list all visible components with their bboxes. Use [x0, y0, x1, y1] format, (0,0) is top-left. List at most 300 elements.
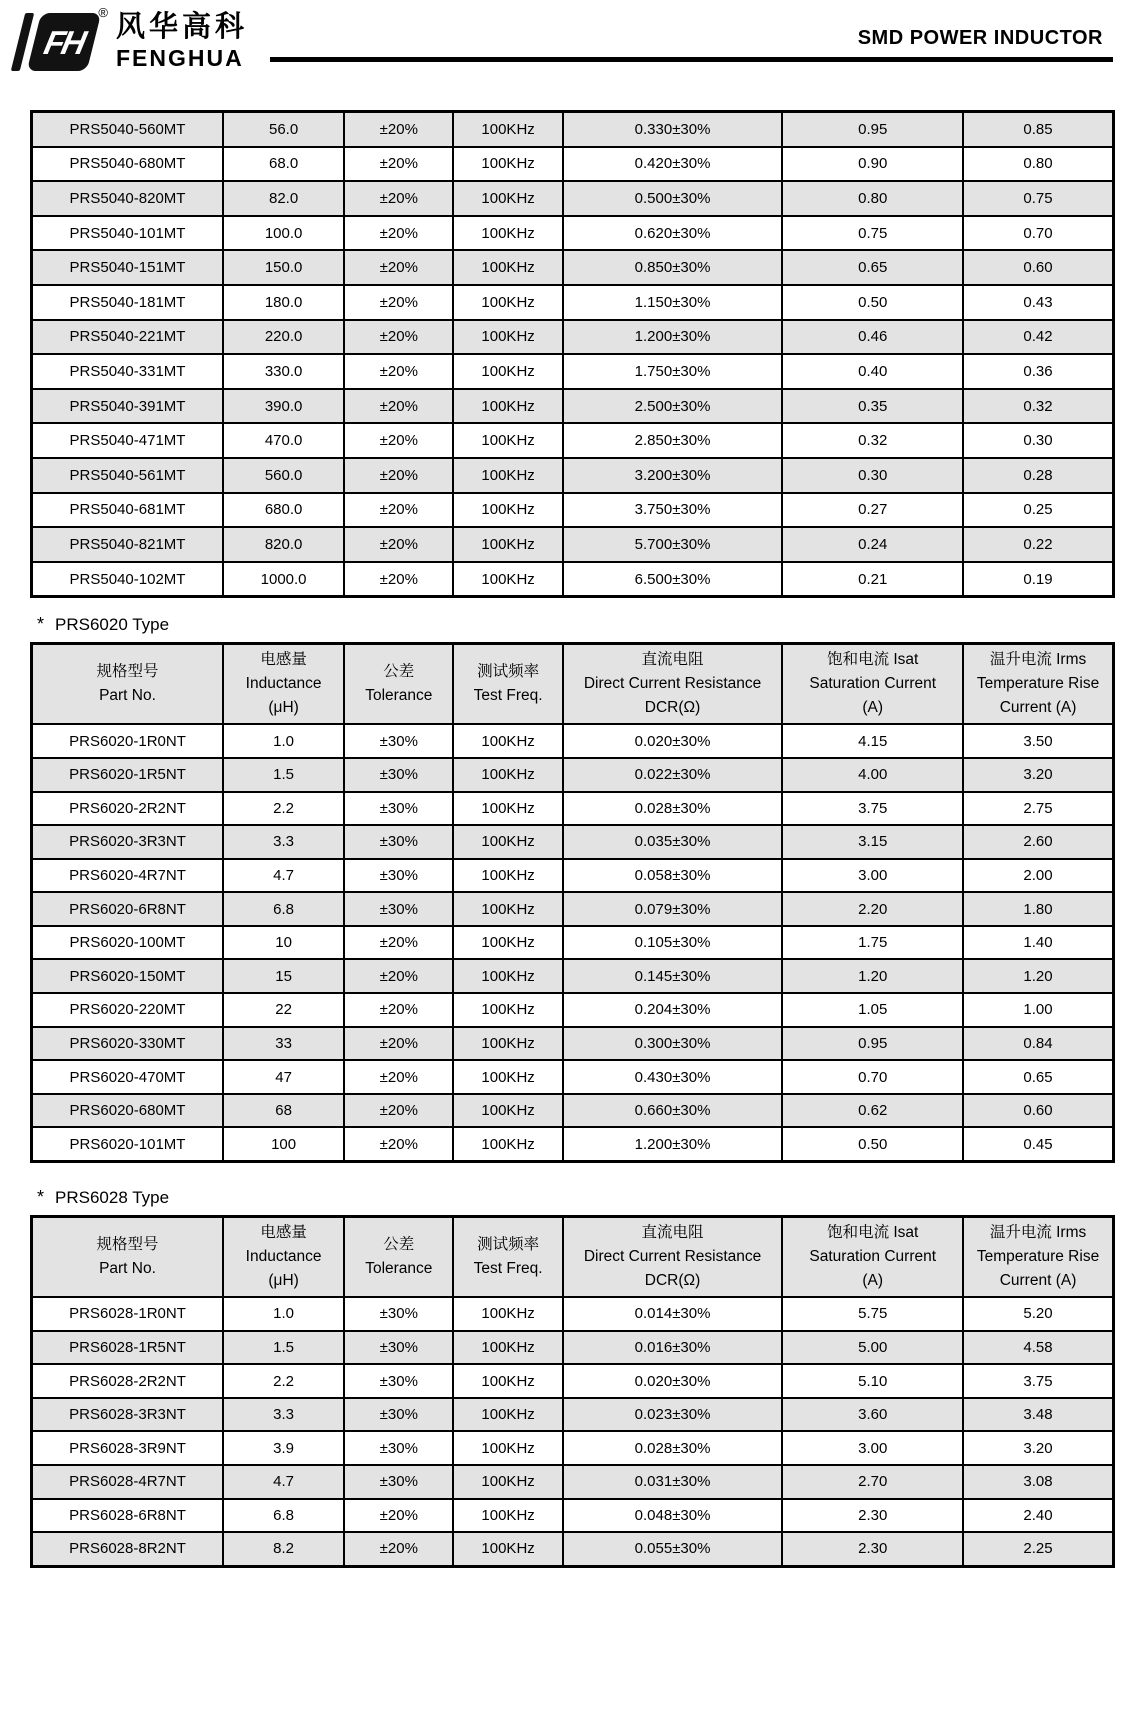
column-header-dcr — [563, 1217, 783, 1298]
table-cell: 0.95 — [782, 112, 963, 147]
table-cell: 0.21 — [782, 562, 963, 597]
table-row — [32, 959, 1114, 993]
table-cell: 100KHz — [453, 792, 562, 826]
part-number-cell: PRS5040-821MT — [32, 527, 224, 562]
column-header-inductance — [223, 1217, 344, 1298]
table-cell: ±30% — [344, 1297, 453, 1331]
header-line: Tolerance — [365, 1260, 433, 1278]
table-row — [32, 1465, 1114, 1499]
header-line: 测试频率 — [477, 663, 540, 681]
header-line: 饱和电流 Isat — [827, 651, 919, 669]
header-line: Current (A) — [999, 1272, 1077, 1290]
heading-asterisk: * — [37, 1187, 45, 1208]
table-cell: 2.30 — [782, 1499, 963, 1533]
table-cell: 2.850±30% — [563, 423, 783, 458]
table-cell: 3.3 — [223, 1398, 344, 1432]
part-number-cell: PRS5040-151MT — [32, 250, 224, 285]
table-cell: 4.7 — [223, 859, 344, 893]
table-cell: 100KHz — [453, 825, 562, 859]
table-cell: 4.00 — [782, 758, 963, 792]
table-cell: 5.00 — [782, 1331, 963, 1365]
table-cell: 5.20 — [963, 1297, 1113, 1331]
header-line: 规格型号 — [96, 663, 159, 681]
header-rule — [270, 57, 1113, 62]
column-header-part-no — [32, 644, 224, 725]
part-number-cell: PRS5040-561MT — [32, 458, 224, 493]
table-cell: 1.5 — [223, 758, 344, 792]
part-number-cell: PRS5040-102MT — [32, 562, 224, 597]
table-row — [32, 250, 1114, 285]
part-number-cell: PRS6028-6R8NT — [32, 1499, 224, 1533]
table-cell: 100KHz — [453, 354, 562, 389]
part-number-cell: PRS6020-330MT — [32, 1027, 224, 1061]
table-row — [32, 216, 1114, 251]
table-cell: 82.0 — [223, 181, 344, 216]
column-header-test-freq — [453, 1217, 562, 1298]
table-row — [32, 458, 1114, 493]
table-cell: 3.20 — [963, 758, 1113, 792]
header-line: Temperature Rise — [976, 1248, 1100, 1266]
part-number-cell: PRS6020-1R0NT — [32, 724, 224, 758]
table-cell: 100KHz — [453, 892, 562, 926]
table-cell: 22 — [223, 993, 344, 1027]
table-cell: 8.2 — [223, 1532, 344, 1566]
table-cell: 2.20 — [782, 892, 963, 926]
table-cell: 0.75 — [963, 181, 1113, 216]
table-cell: 0.031±30% — [563, 1465, 783, 1499]
table-cell: 100KHz — [453, 1532, 562, 1566]
content — [30, 110, 1115, 1568]
table-row — [32, 389, 1114, 424]
table-cell: ±20% — [344, 562, 453, 597]
part-number-cell: PRS5040-680MT — [32, 147, 224, 182]
table-cell: 0.40 — [782, 354, 963, 389]
brand — [14, 5, 249, 74]
table-cell: 0.65 — [963, 1060, 1113, 1094]
table-row — [32, 1431, 1114, 1465]
table-cell: 1.5 — [223, 1331, 344, 1365]
part-number-cell: PRS6028-4R7NT — [32, 1465, 224, 1499]
table-cell: 2.500±30% — [563, 389, 783, 424]
table-cell: 0.46 — [782, 320, 963, 355]
table-cell: 100KHz — [453, 423, 562, 458]
table-cell: 1.750±30% — [563, 354, 783, 389]
column-header-isat — [782, 644, 963, 725]
table-cell: ±20% — [344, 1532, 453, 1566]
table-row — [32, 758, 1114, 792]
table-cell: 2.75 — [963, 792, 1113, 826]
spec-table-prs6028 — [30, 1215, 1115, 1568]
table-row — [32, 1060, 1114, 1094]
table-row — [32, 1127, 1114, 1161]
part-number-cell: PRS5040-471MT — [32, 423, 224, 458]
header-line: Direct Current Resistance — [583, 1248, 762, 1266]
table-cell: 3.60 — [782, 1398, 963, 1432]
table-cell: 0.204±30% — [563, 993, 783, 1027]
table-cell: 0.27 — [782, 493, 963, 528]
header-line: Part No. — [99, 687, 156, 705]
table-cell: 2.00 — [963, 859, 1113, 893]
table-cell: 0.020±30% — [563, 1364, 783, 1398]
table-cell: ±30% — [344, 724, 453, 758]
header-line: 温升电流 Irms — [989, 651, 1087, 669]
table-cell: 1.20 — [782, 959, 963, 993]
table-cell: 68 — [223, 1094, 344, 1128]
table-cell: 0.420±30% — [563, 147, 783, 182]
table-cell: 5.10 — [782, 1364, 963, 1398]
table-cell: 1.0 — [223, 724, 344, 758]
table-cell: 100KHz — [453, 285, 562, 320]
part-number-cell: PRS6020-1R5NT — [32, 758, 224, 792]
table-cell: 0.079±30% — [563, 892, 783, 926]
table-row — [32, 1364, 1114, 1398]
header-line: Saturation Current — [809, 1248, 937, 1266]
table-cell: 100KHz — [453, 1499, 562, 1533]
table-cell: 0.028±30% — [563, 1431, 783, 1465]
table-cell: 0.70 — [963, 216, 1113, 251]
table-cell: 150.0 — [223, 250, 344, 285]
table-cell: ±30% — [344, 1364, 453, 1398]
table-cell: 680.0 — [223, 493, 344, 528]
part-number-cell: PRS6020-150MT — [32, 959, 224, 993]
table-cell: 100KHz — [453, 859, 562, 893]
table-row — [32, 993, 1114, 1027]
header-line: (A) — [862, 1272, 884, 1290]
table-cell: 100KHz — [453, 147, 562, 182]
table-cell: 100KHz — [453, 1027, 562, 1061]
table-cell: ±20% — [344, 423, 453, 458]
part-number-cell: PRS6028-3R3NT — [32, 1398, 224, 1432]
table-cell: 100KHz — [453, 389, 562, 424]
header-line: 电感量 — [260, 1224, 307, 1242]
heading-asterisk: * — [37, 614, 45, 635]
table-cell: ±30% — [344, 758, 453, 792]
table-cell: 100KHz — [453, 112, 562, 147]
table-cell: 2.70 — [782, 1465, 963, 1499]
table-cell: 0.660±30% — [563, 1094, 783, 1128]
table-cell: 100KHz — [453, 458, 562, 493]
table-row — [32, 1499, 1114, 1533]
part-number-cell: PRS5040-560MT — [32, 112, 224, 147]
table-row — [32, 354, 1114, 389]
column-header-dcr — [563, 644, 783, 725]
doc-title: SMD POWER INDUCTOR — [857, 27, 1103, 49]
table-cell: 0.50 — [782, 285, 963, 320]
table-cell: 220.0 — [223, 320, 344, 355]
table-cell: ±20% — [344, 354, 453, 389]
table-row — [32, 181, 1114, 216]
table-cell: 100KHz — [453, 216, 562, 251]
table-cell: 1.150±30% — [563, 285, 783, 320]
table-cell: 4.7 — [223, 1465, 344, 1499]
table-cell: 820.0 — [223, 527, 344, 562]
table-cell: 0.014±30% — [563, 1297, 783, 1331]
table-cell: 0.50 — [782, 1127, 963, 1161]
table-cell: 3.08 — [963, 1465, 1113, 1499]
part-number-cell: PRS5040-391MT — [32, 389, 224, 424]
table-cell: 1.00 — [963, 993, 1113, 1027]
table-cell: 2.60 — [963, 825, 1113, 859]
table-cell: 0.43 — [963, 285, 1113, 320]
table-cell: 100KHz — [453, 1094, 562, 1128]
part-number-cell: PRS5040-181MT — [32, 285, 224, 320]
table-cell: ±30% — [344, 1431, 453, 1465]
table-cell: 0.28 — [963, 458, 1113, 493]
part-number-cell: PRS5040-101MT — [32, 216, 224, 251]
table-cell: 470.0 — [223, 423, 344, 458]
table-cell: 0.430±30% — [563, 1060, 783, 1094]
table-cell: 560.0 — [223, 458, 344, 493]
table-cell: 0.75 — [782, 216, 963, 251]
table-cell: 33 — [223, 1027, 344, 1061]
table-cell: 100 — [223, 1127, 344, 1161]
table-cell: ±30% — [344, 892, 453, 926]
table-cell: 1.40 — [963, 926, 1113, 960]
brand-names — [116, 8, 248, 71]
part-number-cell: PRS6020-680MT — [32, 1094, 224, 1128]
table-cell: 0.35 — [782, 389, 963, 424]
table-row — [32, 1331, 1114, 1365]
header-line: Temperature Rise — [976, 675, 1100, 693]
table-cell: 0.058±30% — [563, 859, 783, 893]
column-header-row — [32, 644, 1114, 725]
table-cell: ±20% — [344, 959, 453, 993]
header-line: 公差 — [383, 1236, 415, 1254]
table-cell: 6.8 — [223, 892, 344, 926]
table-cell: 100KHz — [453, 1364, 562, 1398]
table-cell: 0.24 — [782, 527, 963, 562]
table-cell: 0.36 — [963, 354, 1113, 389]
table-cell: 100KHz — [453, 493, 562, 528]
header-line: Current (A) — [999, 699, 1077, 717]
table-cell: 0.32 — [963, 389, 1113, 424]
table-cell: 1000.0 — [223, 562, 344, 597]
header-line: 温升电流 Irms — [989, 1224, 1087, 1242]
table-row — [32, 926, 1114, 960]
table-cell: 0.620±30% — [563, 216, 783, 251]
table-cell: ±20% — [344, 216, 453, 251]
table-cell: 1.200±30% — [563, 1127, 783, 1161]
table-cell: 3.00 — [782, 1431, 963, 1465]
table-cell: 100KHz — [453, 1398, 562, 1432]
table-cell: ±20% — [344, 112, 453, 147]
table-cell: ±30% — [344, 859, 453, 893]
table-cell: 6.8 — [223, 1499, 344, 1533]
table-row — [32, 1094, 1114, 1128]
header-line: Tolerance — [365, 687, 433, 705]
table-row — [32, 724, 1114, 758]
table-cell: 100KHz — [453, 926, 562, 960]
table-cell: 100KHz — [453, 724, 562, 758]
table-cell: 3.48 — [963, 1398, 1113, 1432]
table-cell: 2.40 — [963, 1499, 1113, 1533]
table-cell: ±20% — [344, 389, 453, 424]
table-cell: 6.500±30% — [563, 562, 783, 597]
heading-label: PRS6020 Type — [55, 615, 170, 635]
header-line: (A) — [862, 699, 884, 717]
table-cell: 0.32 — [782, 423, 963, 458]
table-cell: 3.15 — [782, 825, 963, 859]
table-cell: 1.200±30% — [563, 320, 783, 355]
table-cell: 0.80 — [782, 181, 963, 216]
header-line: (μH) — [268, 1272, 299, 1290]
table-cell: 0.85 — [963, 112, 1113, 147]
table-cell: ±30% — [344, 1465, 453, 1499]
part-number-cell: PRS6020-220MT — [32, 993, 224, 1027]
table-row — [32, 147, 1114, 182]
table-cell: 10 — [223, 926, 344, 960]
table-cell: ±20% — [344, 250, 453, 285]
table-cell: 0.035±30% — [563, 825, 783, 859]
part-number-cell: PRS6020-100MT — [32, 926, 224, 960]
section-prs5040 — [30, 110, 1115, 598]
table-cell: 0.80 — [963, 147, 1113, 182]
table-cell: ±20% — [344, 147, 453, 182]
table-cell: 0.45 — [963, 1127, 1113, 1161]
table-cell: 2.2 — [223, 1364, 344, 1398]
table-cell: 100KHz — [453, 1297, 562, 1331]
table-row — [32, 792, 1114, 826]
part-number-cell: PRS5040-331MT — [32, 354, 224, 389]
part-number-cell: PRS5040-681MT — [32, 493, 224, 528]
part-number-cell: PRS6020-101MT — [32, 1127, 224, 1161]
table-cell: 100KHz — [453, 1060, 562, 1094]
table-cell: 0.500±30% — [563, 181, 783, 216]
table-row — [32, 112, 1114, 147]
table-row — [32, 562, 1114, 597]
table-cell: 100KHz — [453, 320, 562, 355]
fenghua-logo-icon — [14, 5, 110, 74]
column-header-tolerance — [344, 1217, 453, 1298]
table-cell: 3.50 — [963, 724, 1113, 758]
part-number-cell: PRS6020-3R3NT — [32, 825, 224, 859]
table-cell: 0.055±30% — [563, 1532, 783, 1566]
spec-table-prs6020 — [30, 642, 1115, 1163]
column-header-tolerance — [344, 644, 453, 725]
table-cell: 68.0 — [223, 147, 344, 182]
table-row — [32, 825, 1114, 859]
table-cell: 100KHz — [453, 527, 562, 562]
part-number-cell: PRS5040-820MT — [32, 181, 224, 216]
part-number-cell: PRS6028-8R2NT — [32, 1532, 224, 1566]
table-cell: ±20% — [344, 1060, 453, 1094]
table-cell: ±20% — [344, 1094, 453, 1128]
part-number-cell: PRS6020-2R2NT — [32, 792, 224, 826]
table-cell: 0.84 — [963, 1027, 1113, 1061]
column-header-inductance — [223, 644, 344, 725]
table-cell: 1.75 — [782, 926, 963, 960]
part-number-cell: PRS6020-6R8NT — [32, 892, 224, 926]
table-cell: 0.020±30% — [563, 724, 783, 758]
header-line: DCR(Ω) — [644, 699, 701, 717]
table-row — [32, 1027, 1114, 1061]
table-cell: 15 — [223, 959, 344, 993]
header-line: Part No. — [99, 1260, 156, 1278]
header-line: Inductance — [245, 675, 322, 693]
registered-trademark-symbol: ® — [98, 5, 108, 20]
table-cell: ±20% — [344, 1499, 453, 1533]
header-line: Saturation Current — [809, 675, 937, 693]
table-cell: 0.145±30% — [563, 959, 783, 993]
table-cell: 100KHz — [453, 1431, 562, 1465]
table-cell: 0.300±30% — [563, 1027, 783, 1061]
part-number-cell: PRS6028-1R5NT — [32, 1331, 224, 1365]
table-cell: 2.25 — [963, 1532, 1113, 1566]
section-heading-prs6020 — [37, 614, 1115, 635]
table-cell: 3.75 — [782, 792, 963, 826]
table-cell: ±20% — [344, 458, 453, 493]
table-cell: ±20% — [344, 493, 453, 528]
header-line: Direct Current Resistance — [583, 675, 762, 693]
company-name-chinese: 风华高科 — [116, 11, 249, 43]
table-cell: 2.30 — [782, 1532, 963, 1566]
header-line: 公差 — [383, 663, 415, 681]
table-cell: 330.0 — [223, 354, 344, 389]
table-cell: 4.58 — [963, 1331, 1113, 1365]
table-cell: 47 — [223, 1060, 344, 1094]
table-cell: 100KHz — [453, 1331, 562, 1365]
table-cell: 3.750±30% — [563, 493, 783, 528]
table-cell: 0.60 — [963, 250, 1113, 285]
table-cell: 0.330±30% — [563, 112, 783, 147]
table-cell: ±20% — [344, 527, 453, 562]
table-row — [32, 859, 1114, 893]
table-cell: ±20% — [344, 320, 453, 355]
table-cell: 100KHz — [453, 562, 562, 597]
table-cell: ±30% — [344, 1331, 453, 1365]
table-cell: 100KHz — [453, 959, 562, 993]
table-cell: 0.105±30% — [563, 926, 783, 960]
header-line: 测试频率 — [477, 1236, 540, 1254]
table-cell: ±20% — [344, 1127, 453, 1161]
part-number-cell: PRS6020-4R7NT — [32, 859, 224, 893]
table-row — [32, 1398, 1114, 1432]
table-cell: 100.0 — [223, 216, 344, 251]
table-cell: 0.65 — [782, 250, 963, 285]
table-cell: 0.30 — [963, 423, 1113, 458]
table-cell: 100KHz — [453, 1465, 562, 1499]
table-row — [32, 423, 1114, 458]
table-cell: 1.20 — [963, 959, 1113, 993]
table-cell: 0.19 — [963, 562, 1113, 597]
table-cell: ±30% — [344, 1398, 453, 1432]
table-cell: 5.700±30% — [563, 527, 783, 562]
table-row — [32, 285, 1114, 320]
table-cell: 0.70 — [782, 1060, 963, 1094]
table-cell: 100KHz — [453, 758, 562, 792]
header-line: (μH) — [268, 699, 299, 717]
header-line: 规格型号 — [96, 1236, 159, 1254]
table-cell: ±20% — [344, 181, 453, 216]
table-row — [32, 892, 1114, 926]
table-cell: 100KHz — [453, 993, 562, 1027]
table-row — [32, 527, 1114, 562]
table-cell: 100KHz — [453, 181, 562, 216]
part-number-cell: PRS6020-470MT — [32, 1060, 224, 1094]
table-cell: 0.048±30% — [563, 1499, 783, 1533]
table-cell: 1.80 — [963, 892, 1113, 926]
table-cell: 0.42 — [963, 320, 1113, 355]
part-number-cell: PRS5040-221MT — [32, 320, 224, 355]
table-cell: 1.0 — [223, 1297, 344, 1331]
table-cell: 0.028±30% — [563, 792, 783, 826]
table-cell: 0.95 — [782, 1027, 963, 1061]
table-cell: 180.0 — [223, 285, 344, 320]
header-line: Inductance — [245, 1248, 322, 1266]
column-header-part-no — [32, 1217, 224, 1298]
column-header-irms — [963, 644, 1113, 725]
header-line: 饱和电流 Isat — [827, 1224, 919, 1242]
